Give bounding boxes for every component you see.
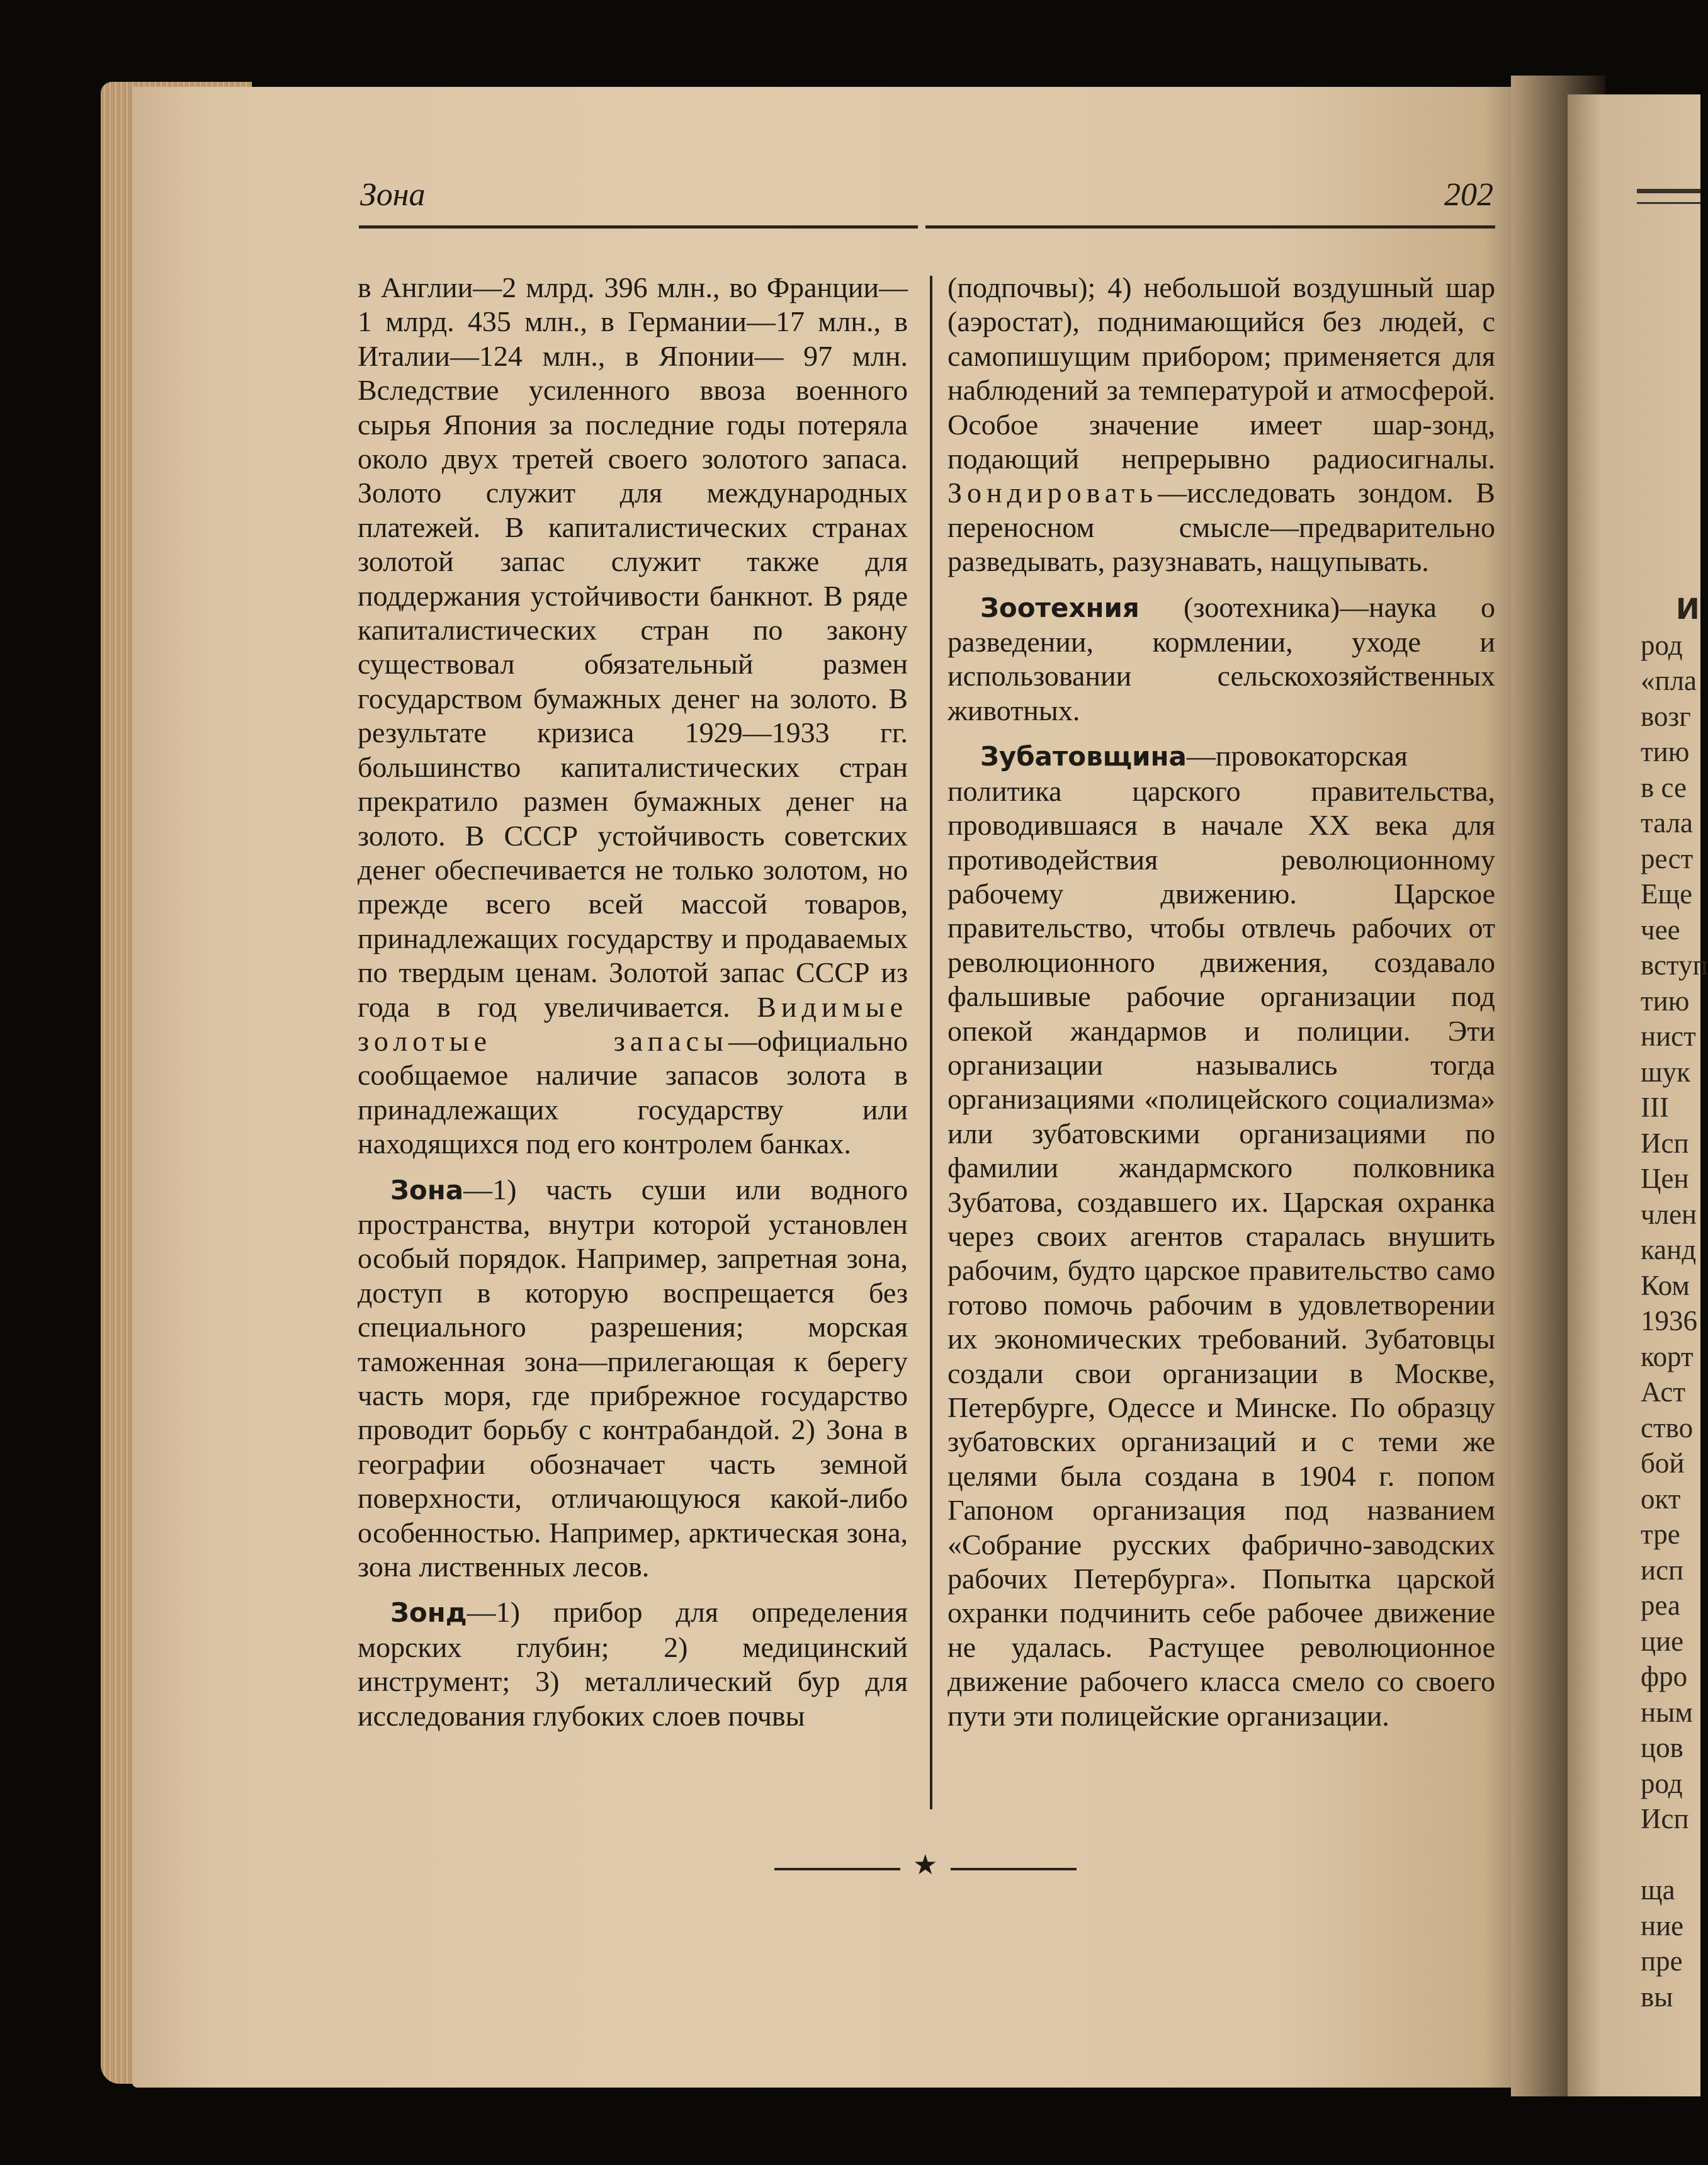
next-page-line: Исп	[1641, 1803, 1689, 1834]
next-page-line: тию	[1641, 985, 1690, 1017]
next-page-line: 1936	[1641, 1305, 1697, 1337]
next-page-line: реа	[1641, 1590, 1680, 1621]
page-number: 202	[1444, 177, 1493, 213]
next-page-line: чее	[1641, 913, 1680, 946]
next-page-line: Аст	[1641, 1376, 1686, 1408]
entry-term: Зубатовщина	[980, 741, 1187, 772]
left-column	[358, 271, 908, 1733]
next-page-line: род	[1641, 1767, 1683, 1799]
next-page-line: фро	[1641, 1661, 1688, 1692]
next-page-line: Ком	[1641, 1269, 1690, 1301]
column-divider	[930, 276, 932, 1809]
running-head: Зона	[360, 177, 426, 213]
next-page-line: ща	[1641, 1874, 1675, 1906]
dictionary-entry-zond	[358, 1595, 908, 1733]
spaced-term: Зондировать	[947, 477, 1158, 509]
next-page-line: тию	[1641, 736, 1690, 767]
next-page-line: вы	[1641, 1981, 1673, 2013]
ornament-line-left	[774, 1868, 900, 1870]
next-page-text-fragment	[1641, 592, 1708, 2015]
next-page-lines	[1641, 628, 1708, 2015]
dictionary-entry-zubatovshchina	[947, 739, 1495, 1733]
star-icon: ★	[913, 1849, 938, 1881]
entry-continuation: в Англии—2 млрд. 396 млн., во Франции—1 млрд. 435 млн., в Германии—17 млн., в Италии—124 млн., в Японии— 97 млн. Вследствие усиленного ввоза военного сырья Япония за последние годы потеряла около двух третей своего золотого запаса. Золото служит для международных платежей. В капиталистических странах золотой запас служит также для поддержания устойчивости банкнот. В ряде капиталистических стран по закону существовал обязательный размен государством бумажных денег на золото. В результате кризиса 1929—1933 гг. большинство капиталистических стран прекратило размен бумажных денег на золото. В СССР устойчивость советских денег обеспечивается не только золотом, но прежде всего всей массой товаров, принадлежащих государству и продаваемых по твердым ценам. Золотой запас СССР из года в год увеличивается. Видимые золотые запасы—официально сообщаемое наличие запасов золота в принадлежащих государству или находящихся под его контролем банках.	[358, 271, 908, 1160]
next-page-line: канд	[1641, 1234, 1697, 1265]
next-page-line: тала	[1641, 807, 1694, 839]
next-page-line: III	[1641, 1092, 1669, 1123]
next-page-line: бой	[1641, 1447, 1685, 1479]
entry-text: —1) часть суши или водного пространства, внутри которой установлен особый порядок. Например, запретная зона, доступ в которую воспрещается без специального разрешения; морская таможенная зона—прилегающая к берегу часть моря, где прибрежное государство проводит борьбу с контрабандой. 2) Зона в географии обозначает часть земной поверхности, отличающуюся какой-либо особенностью. Например, арктическая зона, зона лиственных лесов.	[358, 1173, 908, 1583]
next-page-line: пре	[1641, 1945, 1683, 1977]
next-page-line: Цен	[1641, 1163, 1689, 1194]
next-page-heading: И	[1676, 592, 1700, 626]
next-page-line: цов	[1641, 1732, 1683, 1763]
spaced-term: Видимые золотые запасы	[358, 990, 908, 1057]
entry-text: —1) прибор для определения морских глубин; 2) медицинский инструмент; 3) металлический бур для исследования глубоких слоев почвы	[358, 1596, 908, 1732]
next-page-line: в се	[1641, 771, 1687, 803]
entry-term: Зонд	[390, 1597, 467, 1629]
next-page-line: исп	[1641, 1554, 1684, 1586]
next-page-line: вступ	[1641, 949, 1708, 981]
next-page-line: рест	[1641, 842, 1694, 874]
right-column	[947, 271, 1495, 1733]
next-page-line: род	[1641, 629, 1683, 661]
next-page-line: член	[1641, 1198, 1697, 1230]
next-page-line: нист	[1641, 1020, 1696, 1052]
dictionary-entry-zootekhniya	[947, 591, 1495, 728]
footer-ornament	[774, 1849, 1077, 1885]
entry-continuation: (подпочвы); 4) небольшой воздушный шар (аэростат), поднимающийся без людей, с самопишущим прибором; применяется для наблюдений за температурой и атмосферой. Особое значение имеет шар-зонд, подающий непрерывно радиосигналы. Зондировать—исследовать зондом. В переносном смысле—предварительно разведывать, разузнавать, нащупывать.	[947, 271, 1495, 578]
next-page-line: корт	[1641, 1340, 1694, 1372]
entry-term: Зоотехния	[980, 592, 1140, 623]
entry-term: Зона	[390, 1174, 464, 1206]
header-rule-left	[359, 225, 918, 229]
entry-text: —провокаторская политика царского правительства, проводившаяся в начале XX века для противодействия революционному рабочему движению. Царское правительство, чтобы отвлечь рабочих от революционного движения, создавало фальшивые рабочие организации под опекой жандармов и полиции. Эти организации назывались тогда организациями «полицейского социализма» или зубатовскими организациями по фамилии жандармского полковника Зубатова, создавшего их. Царская охранка через своих агентов старалась внушить рабочим, будто царское правительство само готово помочь рабочим в удовлетворении их экономических требований. Зубатовцы создали свои организации в Москве, Петербурге, Одессе и Минске. По образцу зубатовских организаций и с теми же целями была создана в 1904 г. попом Гапоном организация под названием «Собрание русских фабрично-заводских рабочих Петербурга». Попытка царской охранки подчинить себе рабочее движение не удалась. Растущее революционное движение рабочего класса смело со своего пути эти полицейские организации.	[947, 740, 1495, 1732]
next-page-line: Исп	[1641, 1127, 1689, 1159]
header-rule-right	[925, 225, 1495, 229]
next-page-line	[1641, 1837, 1700, 1873]
next-page-line: Еще	[1641, 878, 1693, 910]
next-page-line: шук	[1641, 1056, 1691, 1088]
entry-text: (зоотехника)—наука о разведении, кормлении, уходе и использовании сельскохозяйственных животных.	[947, 591, 1495, 726]
next-page-line: ние	[1641, 1909, 1684, 1942]
next-page-line: окт	[1641, 1483, 1681, 1515]
page-header	[360, 176, 1493, 214]
next-page-header-rule	[1637, 189, 1700, 204]
next-page-line: ство	[1641, 1411, 1694, 1444]
next-page-line: ным	[1641, 1696, 1693, 1728]
ornament-line-right	[951, 1868, 1077, 1870]
next-page-line: возг	[1641, 700, 1691, 732]
dictionary-entry-zona	[358, 1173, 908, 1585]
next-page-line: тре	[1641, 1518, 1680, 1550]
next-page-line: «пла	[1641, 665, 1697, 696]
next-page-line: цие	[1641, 1625, 1684, 1657]
